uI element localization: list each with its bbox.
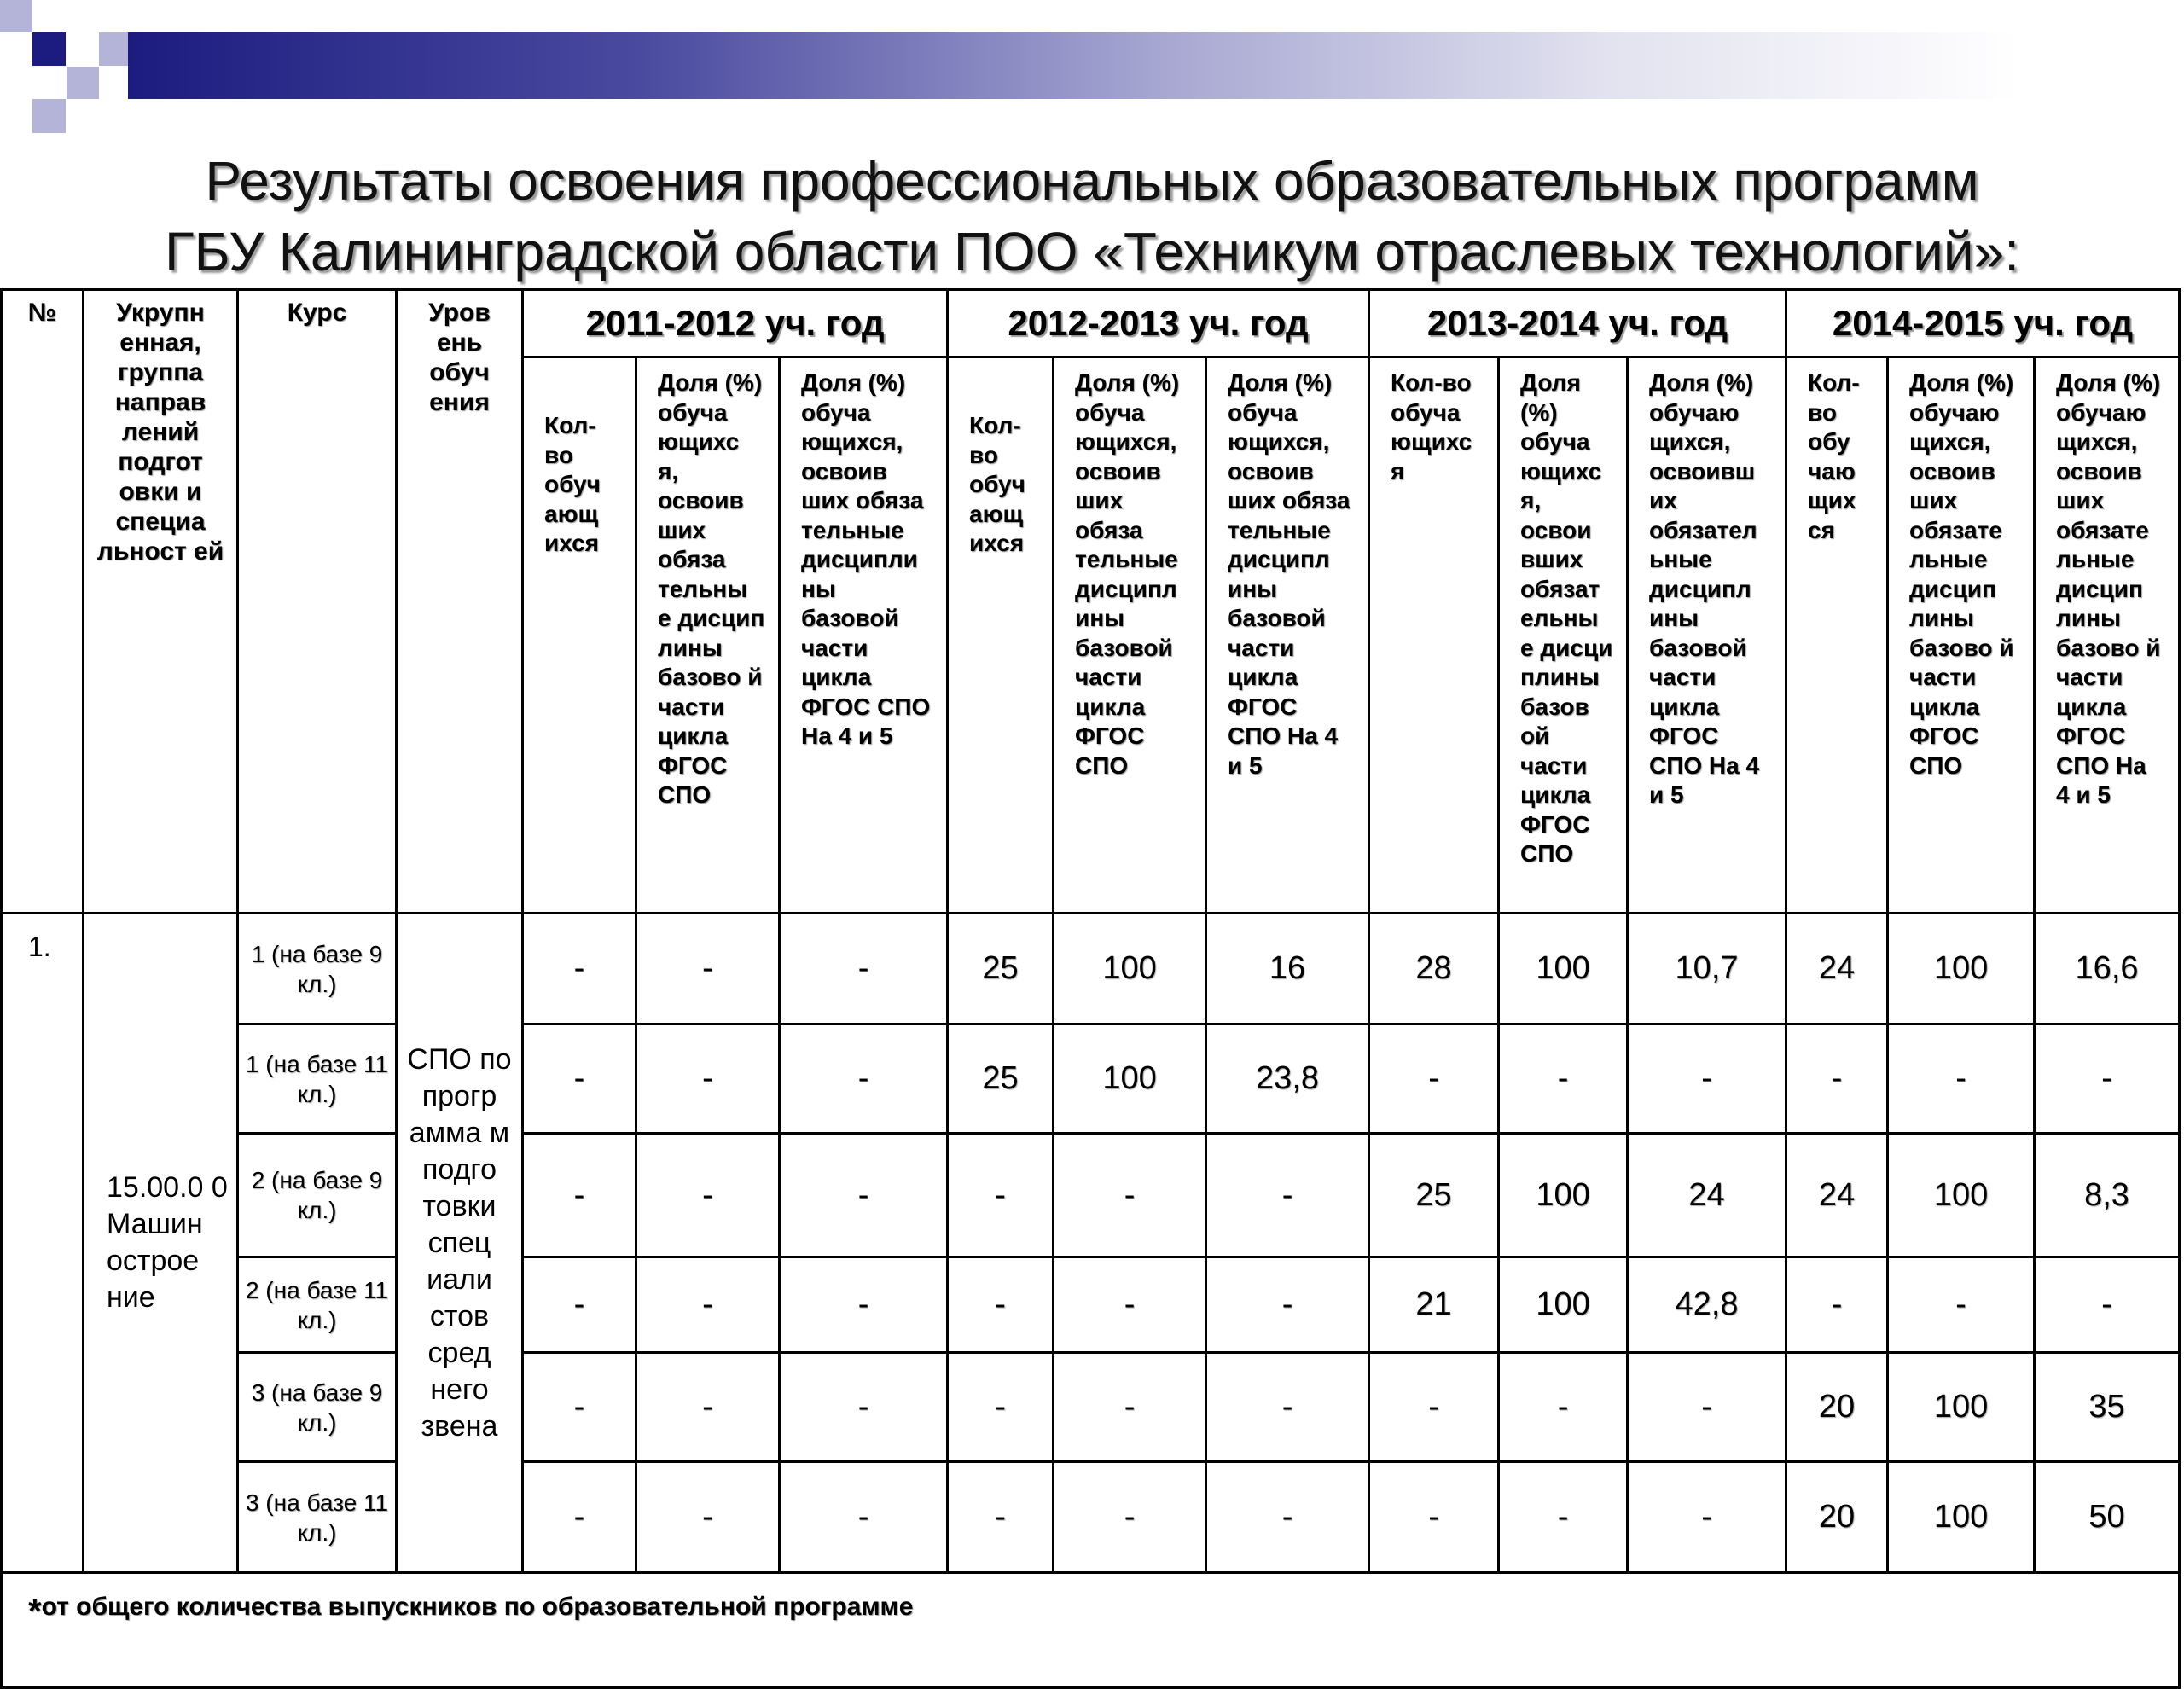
data-cell: 100 <box>1499 1134 1628 1257</box>
data-cell: 100 <box>1499 914 1628 1024</box>
data-cell: 100 <box>1499 1257 1628 1353</box>
header-level: Уров ень обуч ения <box>397 290 523 914</box>
data-cell: - <box>1206 1257 1369 1353</box>
data-cell: 25 <box>948 1024 1054 1134</box>
data-cell: - <box>1054 1353 1206 1462</box>
subheader-share: Доля (%) обучаю щихся, освоив ших обязате льные дисцип лины базово й части цикла ФГОС СПО <box>1888 357 2035 914</box>
data-cell: - <box>1206 1134 1369 1257</box>
data-cell: - <box>948 1353 1054 1462</box>
data-cell: 25 <box>1369 1134 1499 1257</box>
data-cell: - <box>1206 1353 1369 1462</box>
data-cell: 20 <box>1786 1462 1888 1573</box>
data-cell: - <box>1369 1462 1499 1573</box>
data-cell: - <box>1054 1462 1206 1573</box>
header-year: 2011-2012 уч. год <box>523 290 948 357</box>
data-cell: - <box>523 1462 636 1573</box>
data-cell: 42,8 <box>1628 1257 1786 1353</box>
subheader-share: Доля (%) обуча ющихс я, освоив ших обяза тельны е дисцип лины базово й части цикла ФГОС СПО <box>636 357 780 914</box>
header-gradient-bar <box>128 32 2184 99</box>
data-cell: - <box>1369 1024 1499 1134</box>
footnote-row <box>2 1573 2180 1688</box>
row-number: 1. <box>2 914 84 1573</box>
subheader-share-4-5: Доля (%) обуча ющихся, освоив ших обяза тельные дисципли ны базовой части цикла ФГОС СПО На 4 и 5 <box>780 357 948 914</box>
decor-square <box>99 32 128 66</box>
data-cell: - <box>780 914 948 1024</box>
footnote-text: от общего количества выпускников по образовательной программе <box>41 1593 914 1621</box>
header-year: 2014-2015 уч. год <box>1786 290 2180 357</box>
data-cell: 100 <box>1054 1024 1206 1134</box>
data-cell: - <box>523 1134 636 1257</box>
data-cell: - <box>523 914 636 1024</box>
data-cell: - <box>1786 1024 1888 1134</box>
course-cell: 3 (на базе 11 кл.) <box>238 1462 397 1573</box>
table-row <box>2 1024 2180 1134</box>
data-cell: - <box>523 1353 636 1462</box>
table-row <box>2 1257 2180 1353</box>
decor-square <box>0 67 32 99</box>
page-subtitle: ГБУ Калининградской области ПОО «Техникум отраслевых технологий»: <box>165 221 2019 282</box>
subheader-count: Кол-во обуч ающ ихся <box>523 357 636 914</box>
subheader-share-4-5: Доля (%) обучаю щихся, освоивш их обязател ьные дисципл ины базовой части цикла ФГОС СПО На 4 и 5 <box>1628 357 1786 914</box>
data-cell: - <box>636 914 780 1024</box>
data-cell: - <box>1054 1134 1206 1257</box>
footnote <box>2 1573 2180 1688</box>
data-cell: - <box>636 1353 780 1462</box>
decor-square <box>0 0 32 32</box>
data-cell: - <box>1888 1024 2035 1134</box>
data-cell: - <box>523 1024 636 1134</box>
decor-square <box>67 67 99 99</box>
subheader-share: Доля (%) обуча ющихс я, освои вших обязат ельны е дисци плины базов ой части цикла ФГОС СПО <box>1499 357 1628 914</box>
footnote-star: * <box>28 1593 42 1630</box>
subheader-count: Кол-во обуч ающ ихся <box>948 357 1054 914</box>
table-row <box>2 1353 2180 1462</box>
data-cell: - <box>523 1257 636 1353</box>
data-cell: 25 <box>948 914 1054 1024</box>
data-cell: - <box>1206 1462 1369 1573</box>
subheader-count: Кол-во обуча ющихс я <box>1369 357 1499 914</box>
data-cell: - <box>636 1462 780 1573</box>
subheader-share: Доля (%) обуча ющихся, освоив ших обяза тельные дисципл ины базовой части цикла ФГОС СПО <box>1054 357 1206 914</box>
table-row <box>2 914 2180 1024</box>
data-cell: 16,6 <box>2035 914 2180 1024</box>
subheader-share-4-5: Доля (%) обучаю щихся, освоив ших обязате льные дисцип лины базово й части цикла ФГОС СПО На 4 и 5 <box>2035 357 2180 914</box>
data-cell: - <box>780 1353 948 1462</box>
results-table <box>0 288 2181 1689</box>
data-cell: - <box>2035 1024 2180 1134</box>
data-cell: - <box>948 1257 1054 1353</box>
course-cell: 3 (на базе 9 кл.) <box>238 1353 397 1462</box>
table-row <box>2 1134 2180 1257</box>
course-cell: 1 (на базе 9 кл.) <box>238 914 397 1024</box>
data-cell: - <box>1499 1024 1628 1134</box>
header-year: 2013-2014 уч. год <box>1369 290 1786 357</box>
data-cell: - <box>1054 1257 1206 1353</box>
course-cell: 2 (на базе 11 кл.) <box>238 1257 397 1353</box>
data-cell: 16 <box>1206 914 1369 1024</box>
data-cell: - <box>1628 1353 1786 1462</box>
decor-square <box>67 0 99 32</box>
data-cell: 50 <box>2035 1462 2180 1573</box>
header-row-years <box>2 290 2180 357</box>
data-cell: - <box>780 1134 948 1257</box>
data-cell: 23,8 <box>1206 1024 1369 1134</box>
header-num: № <box>2 290 84 914</box>
decor-square <box>32 99 66 133</box>
data-cell: - <box>1499 1353 1628 1462</box>
data-cell: - <box>1786 1257 1888 1353</box>
data-cell: - <box>2035 1257 2180 1353</box>
course-cell: 2 (на базе 9 кл.) <box>238 1134 397 1257</box>
course-cell: 1 (на базе 11 кл.) <box>238 1024 397 1134</box>
data-cell: 21 <box>1369 1257 1499 1353</box>
data-cell: 20 <box>1786 1353 1888 1462</box>
header-year: 2012-2013 уч. год <box>948 290 1369 357</box>
data-cell: - <box>780 1257 948 1353</box>
data-cell: 24 <box>1628 1134 1786 1257</box>
page-title: Результаты освоения профессиональных образовательных программ <box>205 150 1979 212</box>
data-cell: - <box>948 1134 1054 1257</box>
level-cell: СПО по прогр амма м подго товки спец иали стов сред него звена <box>397 914 523 1573</box>
data-cell: 100 <box>1888 1353 2035 1462</box>
data-cell: 100 <box>1888 914 2035 1024</box>
data-cell: 8,3 <box>2035 1134 2180 1257</box>
data-cell: 100 <box>1888 1134 2035 1257</box>
data-cell: 100 <box>1888 1462 2035 1573</box>
subheader-share-4-5: Доля (%) обуча ющихся, освоив ших обяза тельные дисципл ины базовой части цикла ФГОС СПО На 4 и 5 <box>1206 357 1369 914</box>
data-cell: - <box>780 1462 948 1573</box>
data-cell: - <box>1888 1257 2035 1353</box>
data-cell: - <box>636 1257 780 1353</box>
data-cell: 28 <box>1369 914 1499 1024</box>
specialty-cell: 15.00.0 0 Машин острое ние <box>84 914 238 1573</box>
data-cell: - <box>1369 1353 1499 1462</box>
data-cell: 10,7 <box>1628 914 1786 1024</box>
header-course: Курс <box>238 290 397 914</box>
data-cell: 100 <box>1054 914 1206 1024</box>
data-cell: - <box>1499 1462 1628 1573</box>
data-cell: - <box>636 1024 780 1134</box>
data-cell: - <box>1628 1462 1786 1573</box>
data-cell: - <box>948 1462 1054 1573</box>
decor-square <box>32 32 66 66</box>
data-cell: 35 <box>2035 1353 2180 1462</box>
data-cell: - <box>636 1134 780 1257</box>
data-cell: - <box>1628 1024 1786 1134</box>
data-cell: - <box>780 1024 948 1134</box>
table-row <box>2 1462 2180 1573</box>
data-cell: 24 <box>1786 1134 1888 1257</box>
header-group: Укрупн енная, группа направ лений подгот овки и специа льност ей <box>84 290 238 914</box>
data-cell: 24 <box>1786 914 1888 1024</box>
subheader-count: Кол-во обу чаю щих ся <box>1786 357 1888 914</box>
